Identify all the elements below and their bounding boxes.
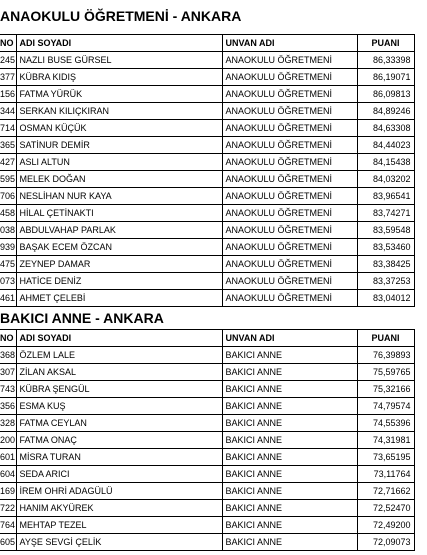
cell-no: 601: [0, 449, 16, 466]
cell-score: 84,15438: [357, 154, 414, 171]
cell-score: 75,59765: [357, 364, 414, 381]
cell-name: KÜBRA ŞENGÜL: [16, 381, 222, 398]
header-name: ADI SOYADI: [16, 35, 222, 52]
cell-name: HANIM AKYÜREK: [16, 500, 222, 517]
table-row: [0, 483, 414, 500]
section-title-bakici-anne: BAKICI ANNE - ANKARA: [0, 310, 164, 326]
cell-score: 83,74271: [357, 205, 414, 222]
cell-score: 76,39893: [357, 347, 414, 364]
cell-no: 365: [0, 137, 16, 154]
cell-title: BAKICI ANNE: [222, 500, 357, 517]
cell-no: 328: [0, 415, 16, 432]
table-row: [0, 500, 414, 517]
cell-title: ANAOKULU ÖĞRETMENİ: [222, 154, 357, 171]
cell-title: ANAOKULU ÖĞRETMENİ: [222, 290, 357, 307]
cell-score: 74,31981: [357, 432, 414, 449]
cell-title: ANAOKULU ÖĞRETMENİ: [222, 222, 357, 239]
cell-title: BAKICI ANNE: [222, 534, 357, 551]
cell-score: 84,03202: [357, 171, 414, 188]
cell-score: 73,11764: [357, 466, 414, 483]
cell-name: KÜBRA KIDIŞ: [16, 69, 222, 86]
cell-title: ANAOKULU ÖĞRETMENİ: [222, 137, 357, 154]
section-title-anaokulu: ANAOKULU ÖĞRETMENİ - ANKARA: [0, 8, 242, 24]
table-row: [0, 290, 414, 307]
cell-no: 939: [0, 239, 16, 256]
cell-name: HİLAL ÇETİNAKTI: [16, 205, 222, 222]
header-no: NO: [0, 35, 16, 52]
cell-name: NESLİHAN NUR KAYA: [16, 188, 222, 205]
cell-title: BAKICI ANNE: [222, 466, 357, 483]
cell-name: HATİCE DENİZ: [16, 273, 222, 290]
cell-score: 86,33398: [357, 52, 414, 69]
ranking-table-bakici-anne: [0, 329, 415, 551]
table-row: [0, 415, 414, 432]
table-row: [0, 222, 414, 239]
cell-score: 83,53460: [357, 239, 414, 256]
cell-title: ANAOKULU ÖĞRETMENİ: [222, 120, 357, 137]
table-header-row: [0, 330, 414, 347]
table-row: [0, 52, 414, 69]
cell-name: ESMA KUŞ: [16, 398, 222, 415]
table-row: [0, 103, 414, 120]
cell-score: 83,96541: [357, 188, 414, 205]
cell-name: SERKAN KILIÇKIRAN: [16, 103, 222, 120]
cell-no: 356: [0, 398, 16, 415]
cell-no: 743: [0, 381, 16, 398]
table-row: [0, 171, 414, 188]
cell-score: 83,59548: [357, 222, 414, 239]
cell-score: 86,19071: [357, 69, 414, 86]
cell-score: 83,37253: [357, 273, 414, 290]
cell-name: FATMA ONAÇ: [16, 432, 222, 449]
cell-no: 714: [0, 120, 16, 137]
cell-name: MELEK DOĞAN: [16, 171, 222, 188]
cell-no: 461: [0, 290, 16, 307]
table-row: [0, 205, 414, 222]
cell-name: ABDULVAHAP PARLAK: [16, 222, 222, 239]
table-row: [0, 432, 414, 449]
cell-title: ANAOKULU ÖĞRETMENİ: [222, 239, 357, 256]
cell-no: 156: [0, 86, 16, 103]
table-row: [0, 154, 414, 171]
cell-no: 245: [0, 52, 16, 69]
cell-score: 74,55396: [357, 415, 414, 432]
cell-no: 458: [0, 205, 16, 222]
cell-title: ANAOKULU ÖĞRETMENİ: [222, 103, 357, 120]
cell-score: 83,04012: [357, 290, 414, 307]
cell-name: FATMA CEYLAN: [16, 415, 222, 432]
table-row: [0, 69, 414, 86]
cell-score: 72,49200: [357, 517, 414, 534]
cell-score: 72,71662: [357, 483, 414, 500]
cell-title: ANAOKULU ÖĞRETMENİ: [222, 188, 357, 205]
cell-no: 200: [0, 432, 16, 449]
cell-no: 368: [0, 347, 16, 364]
table-row: [0, 256, 414, 273]
cell-no: 344: [0, 103, 16, 120]
cell-title: ANAOKULU ÖĞRETMENİ: [222, 273, 357, 290]
cell-no: 706: [0, 188, 16, 205]
header-title: UNVAN ADI: [222, 330, 357, 347]
table-row: [0, 273, 414, 290]
table-row: [0, 137, 414, 154]
header-score: PUANI: [357, 35, 414, 52]
cell-title: BAKICI ANNE: [222, 347, 357, 364]
cell-title: BAKICI ANNE: [222, 517, 357, 534]
cell-title: ANAOKULU ÖĞRETMENİ: [222, 171, 357, 188]
cell-title: ANAOKULU ÖĞRETMENİ: [222, 256, 357, 273]
table-row: [0, 364, 414, 381]
cell-score: 72,52470: [357, 500, 414, 517]
table-row: [0, 120, 414, 137]
table-header-row: [0, 35, 414, 52]
cell-no: 169: [0, 483, 16, 500]
cell-no: 604: [0, 466, 16, 483]
cell-title: ANAOKULU ÖĞRETMENİ: [222, 52, 357, 69]
cell-no: 475: [0, 256, 16, 273]
cell-no: 377: [0, 69, 16, 86]
cell-score: 84,63308: [357, 120, 414, 137]
cell-name: FATMA YÜRÜK: [16, 86, 222, 103]
cell-name: ASLI ALTUN: [16, 154, 222, 171]
header-score: PUANI: [357, 330, 414, 347]
cell-no: 722: [0, 500, 16, 517]
cell-score: 72,09073: [357, 534, 414, 551]
table-row: [0, 86, 414, 103]
table-row: [0, 347, 414, 364]
cell-title: BAKICI ANNE: [222, 381, 357, 398]
cell-no: 605: [0, 534, 16, 551]
cell-no: 595: [0, 171, 16, 188]
table-row: [0, 466, 414, 483]
cell-score: 74,79574: [357, 398, 414, 415]
cell-title: BAKICI ANNE: [222, 398, 357, 415]
table-row: [0, 398, 414, 415]
cell-title: BAKICI ANNE: [222, 449, 357, 466]
cell-no: 073: [0, 273, 16, 290]
cell-title: ANAOKULU ÖĞRETMENİ: [222, 205, 357, 222]
cell-no: 427: [0, 154, 16, 171]
cell-score: 86,09813: [357, 86, 414, 103]
cell-name: MEHTAP TEZEL: [16, 517, 222, 534]
table-row: [0, 188, 414, 205]
cell-name: AHMET ÇELEBİ: [16, 290, 222, 307]
cell-title: BAKICI ANNE: [222, 364, 357, 381]
cell-title: ANAOKULU ÖĞRETMENİ: [222, 86, 357, 103]
cell-name: SEDA ARICI: [16, 466, 222, 483]
ranking-table-anaokulu: [0, 34, 415, 307]
header-title: UNVAN ADI: [222, 35, 357, 52]
cell-no: 307: [0, 364, 16, 381]
cell-title: BAKICI ANNE: [222, 415, 357, 432]
table-row: [0, 534, 414, 551]
cell-score: 75,32166: [357, 381, 414, 398]
cell-name: BAŞAK ECEM ÖZCAN: [16, 239, 222, 256]
cell-name: ZİLAN AKSAL: [16, 364, 222, 381]
cell-title: BAKICI ANNE: [222, 483, 357, 500]
cell-name: NAZLI BUSE GÜRSEL: [16, 52, 222, 69]
table-row: [0, 381, 414, 398]
cell-score: 73,65195: [357, 449, 414, 466]
table-row: [0, 449, 414, 466]
header-no: NO: [0, 330, 16, 347]
cell-score: 84,89246: [357, 103, 414, 120]
header-name: ADI SOYADI: [16, 330, 222, 347]
cell-name: İREM OHRİ ADAGÜLÜ: [16, 483, 222, 500]
cell-name: AYŞE SEVGİ ÇELİK: [16, 534, 222, 551]
cell-title: BAKICI ANNE: [222, 432, 357, 449]
cell-score: 83,38425: [357, 256, 414, 273]
cell-name: SATİNUR DEMİR: [16, 137, 222, 154]
table-row: [0, 517, 414, 534]
cell-score: 84,44023: [357, 137, 414, 154]
cell-title: ANAOKULU ÖĞRETMENİ: [222, 69, 357, 86]
cell-name: OSMAN KÜÇÜK: [16, 120, 222, 137]
cell-no: 764: [0, 517, 16, 534]
cell-name: ZEYNEP DAMAR: [16, 256, 222, 273]
cell-name: ÖZLEM LALE: [16, 347, 222, 364]
table-row: [0, 239, 414, 256]
cell-name: MİSRA TURAN: [16, 449, 222, 466]
cell-no: 038: [0, 222, 16, 239]
